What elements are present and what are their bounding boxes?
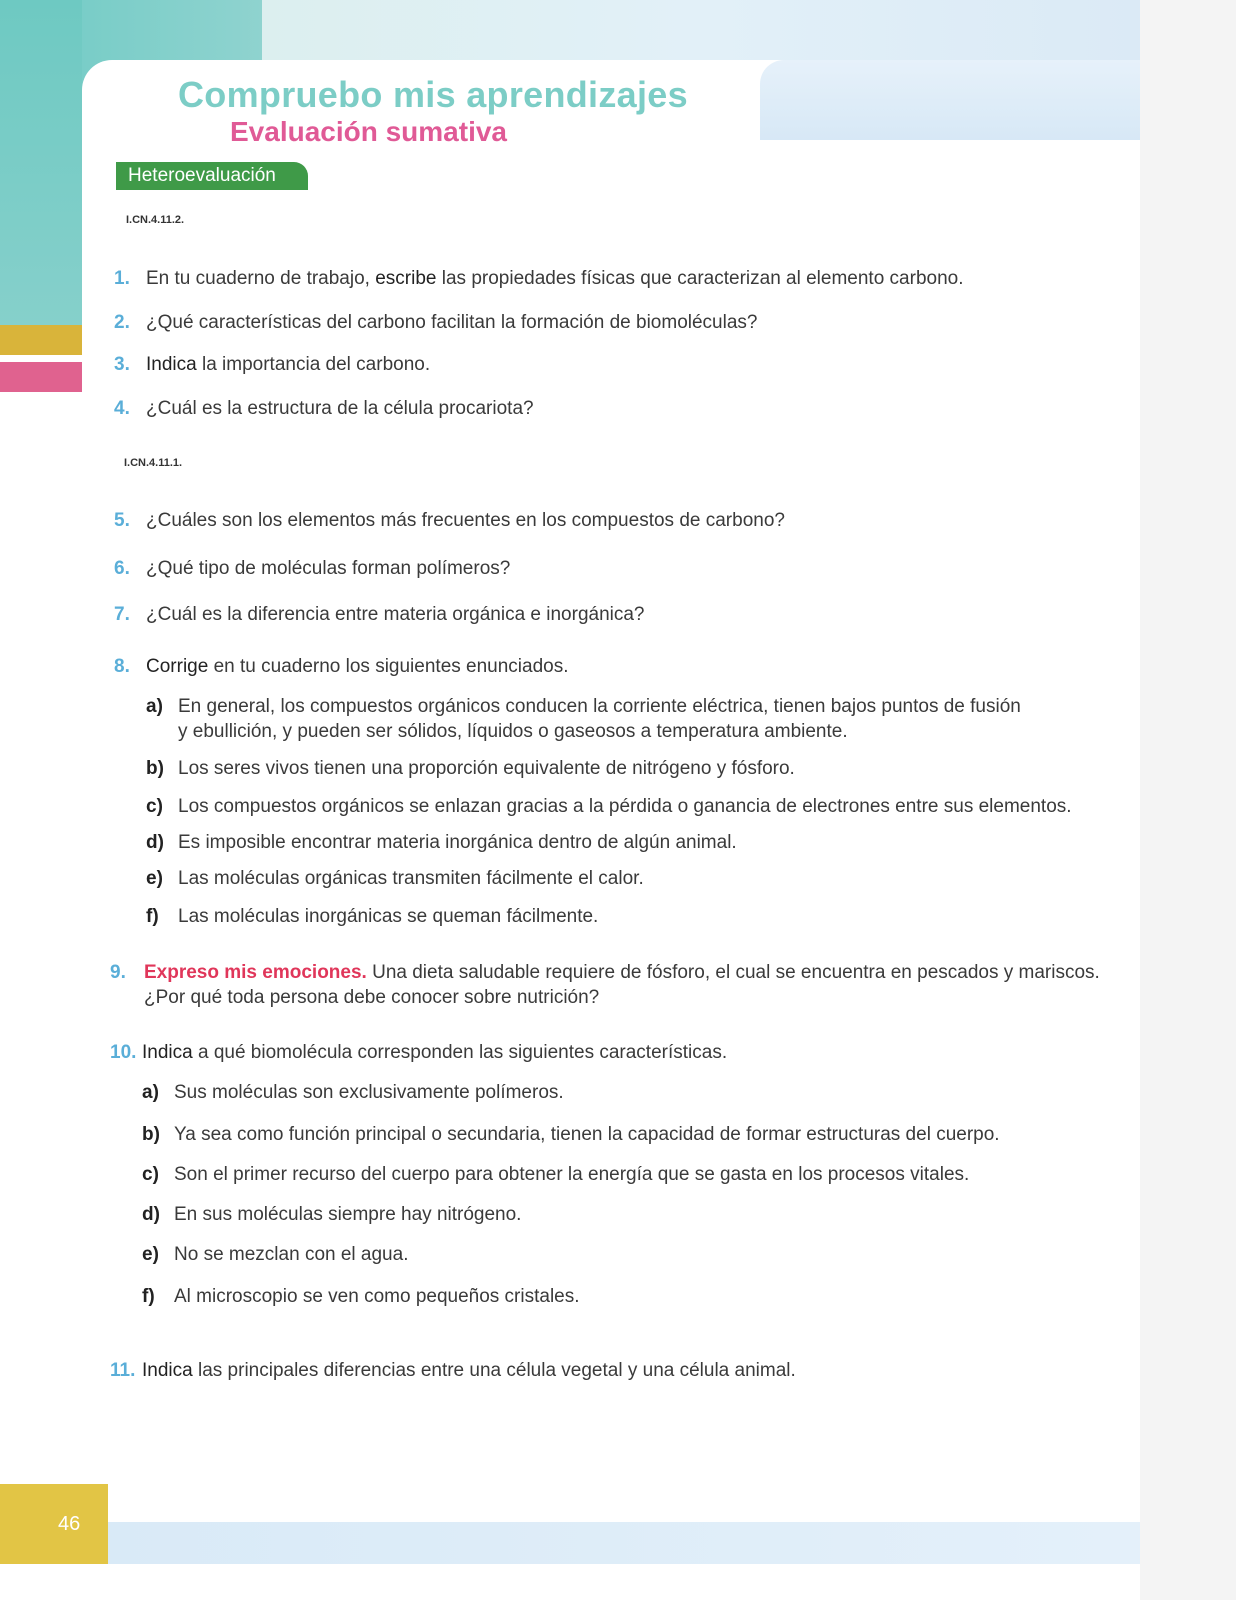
question-3: 3. Indica la importancia del carbono. [114,354,431,375]
indicator-code: I.CN.4.11.1. [124,457,183,469]
question-10: 10. Indica a qué biomolécula corresponden las siguientes características. [110,1042,728,1063]
question-1: 1. En tu cuaderno de trabajo, escribe las propiedades físicas que caracterizan al elemento carbono. [114,268,964,289]
q10-item-b: b) Ya sea como función principal o secundaria, tienen la capacidad de formar estructuras del cuerpo. [142,1124,1000,1145]
page-subtitle: Evaluación sumativa [230,116,508,147]
section-badge: Heteroevaluación [116,162,308,190]
q8-item-b: b) Los seres vivos tienen una proporción equivalente de nitrógeno y fósforo. [146,758,795,779]
question-4: 4. ¿Cuál es la estructura de la célula procariota? [114,398,534,419]
question-8: 8. Corrige en tu cuaderno los siguientes enunciados. [114,656,569,677]
question-9: 9. Expreso mis emociones. Una dieta saludable requiere de fósforo, el cual se encuentra en pescados y mariscos. ¿Por qué toda persona debe conocer sobre nutrición? [110,962,1100,1008]
left-yellow-bar [0,325,82,355]
q10-item-c: c) Son el primer recurso del cuerpo para obtener la energía que se gasta en los procesos vitales. [142,1164,970,1185]
q8-item-d: d) Es imposible encontrar materia inorgánica dentro de algún animal. [146,832,737,853]
q10-item-f: f) Al microscopio se ven como pequeños cristales. [142,1286,580,1307]
question-7: 7. ¿Cuál es la diferencia entre materia orgánica e inorgánica? [114,604,645,625]
q8-item-e: e) Las moléculas orgánicas transmiten fácilmente el calor. [146,868,644,889]
header-right-block [760,60,1140,140]
question-2: 2. ¿Qué características del carbono facilitan la formación de biomoléculas? [114,312,758,333]
page-number: 46 [0,1484,108,1564]
q8-item-c: c) Los compuestos orgánicos se enlazan gracias a la pérdida o ganancia de electrones entre sus elementos. [146,796,1072,817]
page-title: Compruebo mis aprendizajes [178,74,688,115]
question-6: 6. ¿Qué tipo de moléculas forman polímeros? [114,558,511,579]
q10-item-e: e) No se mezclan con el agua. [142,1244,409,1265]
page-right-margin [1140,0,1236,1600]
q8-item-f: f) Las moléculas inorgánicas se queman fácilmente. [146,906,599,927]
q10-item-a: a) Sus moléculas son exclusivamente polímeros. [142,1082,564,1103]
left-pink-bar [0,362,82,392]
question-11: 11. Indica las principales diferencias entre una célula vegetal y una célula animal. [110,1360,796,1381]
q10-item-d: d) En sus moléculas siempre hay nitrógeno. [142,1204,522,1225]
footer-bar [108,1522,1140,1564]
q8-item-a: a) En general, los compuestos orgánicos conducen la corriente eléctrica, tienen bajos puntos de fusión y ebullición, y pueden ser sólidos, líquidos o gaseosos a temperatura ambiente. [146,696,1021,742]
indicator-code: I.CN.4.11.2. [126,214,185,226]
left-teal-band [0,0,82,330]
question-5: 5. ¿Cuáles son los elementos más frecuentes en los compuestos de carbono? [114,510,785,531]
